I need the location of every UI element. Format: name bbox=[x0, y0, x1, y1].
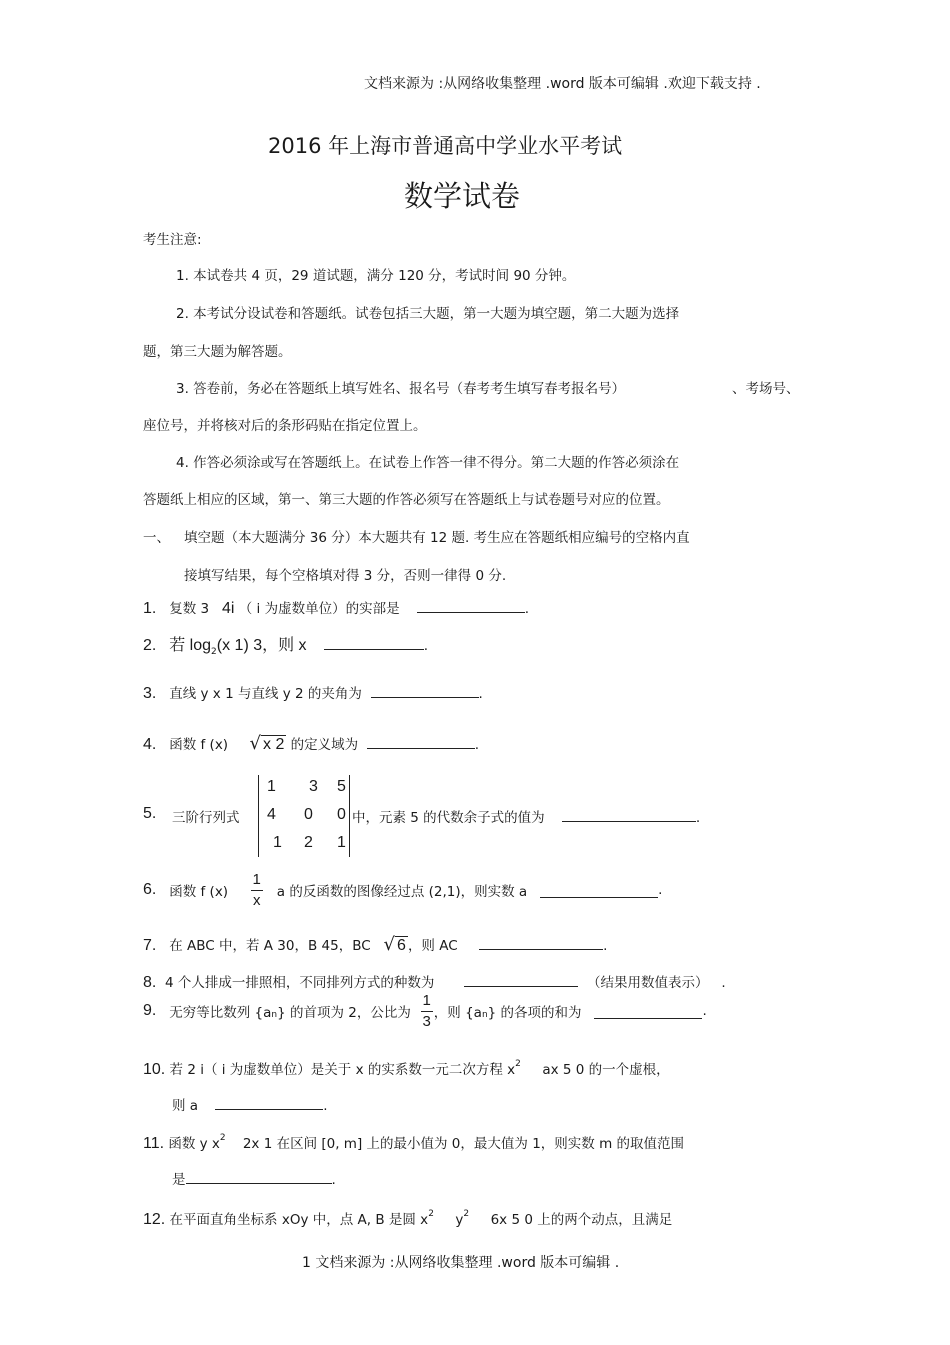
notice-label: 考生注意: bbox=[143, 232, 202, 248]
section-heading-cont: 接填写结果，每个空格填对得 3 分，否则一律得 0 分. bbox=[184, 568, 507, 584]
question-5-tail: 中，元素 5 的代数余子式的值为 . bbox=[352, 806, 700, 826]
question-11: 11. 函数 y $x^2$ 2x 1 在区间 [0, m] 上的最小值为 0，最大值为 1，则实数 m 的取值范围 bbox=[143, 1133, 685, 1152]
answer-blank-4[interactable] bbox=[367, 734, 475, 749]
notice-3-tail: 、考场号、 bbox=[732, 381, 800, 397]
question-8: 8. 4 个人排成一排照相，不同排列方式的种数为 （结果用数值表示） . bbox=[143, 974, 726, 991]
sqrt-sign-icon: √ bbox=[383, 934, 396, 955]
footer-note: 1 文档来源为 :从网络收集整理 .word 版本可编辑 . bbox=[302, 1255, 620, 1271]
sqrt-sign-icon: √ bbox=[249, 733, 262, 754]
question-4: 4. 函数 f (x) √ x 2 的定义域为 . bbox=[143, 733, 480, 754]
question-5-number: 5. bbox=[143, 805, 157, 822]
exam-title: 2016 年上海市普通高中学业水平考试 bbox=[268, 134, 623, 158]
question-10-cont: 则 a . bbox=[172, 1094, 328, 1114]
question-11-cont: 是 . bbox=[172, 1168, 336, 1188]
question-7: 7. 在 ABC 中，若 A 30，B 45，BC √ 6 ，则 AC . bbox=[143, 934, 608, 955]
fraction-1-over-3: $\frac{1}{3}$ bbox=[422, 992, 431, 1030]
notice-3: 3. 答卷前，务必在答题纸上填写姓名、报名号（春考考生填写春考报名号） bbox=[176, 381, 626, 397]
notice-3-cont: 座位号，并将核对后的条形码贴在指定位置上。 bbox=[143, 418, 427, 434]
answer-blank-9[interactable] bbox=[594, 1004, 702, 1019]
section-heading: 填空题（本大题满分 36 分）本大题共有 12 题. 考生应在答题纸相应编号的空格内直 bbox=[184, 530, 690, 546]
answer-blank-11[interactable] bbox=[186, 1169, 332, 1184]
section-number: 一、 bbox=[143, 530, 170, 546]
notice-1: 1. 本试卷共 4 页，29 道试题，满分 120 分，考试时间 90 分钟。 bbox=[176, 268, 576, 284]
answer-blank-6[interactable] bbox=[540, 883, 658, 898]
fraction-1-over-x: $\frac{1}{x}$ bbox=[252, 871, 261, 909]
answer-blank-2[interactable] bbox=[324, 635, 424, 650]
answer-blank-5[interactable] bbox=[562, 807, 696, 822]
question-12: 12. 在平面直角坐标系 xOy 中，点 A, B 是圆 $x^2$ $y^2$ 6x 5 0 上的两个动点，且满足 bbox=[143, 1209, 673, 1228]
notice-4-cont: 答题纸上相应的区域，第一、第三大题的作答必须写在答题纸上与试卷题号对应的位置。 bbox=[143, 492, 670, 508]
question-6: 6. 函数 f (x) $\frac{1}{x}$ a 的反函数的图像经过点 (2,1)，则实数 a . bbox=[143, 871, 663, 909]
paper-title: 数学试卷 bbox=[404, 179, 521, 213]
header-note: 文档来源为 :从网络收集整理 .word 版本可编辑 .欢迎下载支持 . bbox=[364, 76, 761, 92]
question-10: 10. 若 2 i（ i 为虚数单位）是关于 x 的实系数一元二次方程 $x^2$ ax 5 0 的一个虚根， bbox=[143, 1059, 670, 1078]
answer-blank-10[interactable] bbox=[215, 1095, 323, 1110]
question-2: 2. 若 $\log_2(x$ 1) 3，则 x . bbox=[143, 637, 429, 657]
answer-blank-1[interactable] bbox=[417, 598, 525, 613]
notice-2-cont: 题，第三大题为解答题。 bbox=[143, 344, 292, 360]
answer-blank-8[interactable] bbox=[464, 972, 578, 987]
answer-blank-7[interactable] bbox=[479, 935, 603, 950]
notice-4: 4. 作答必须涂或写在答题纸上。在试卷上作答一律不得分。第二大题的作答必须涂在 bbox=[176, 455, 680, 471]
question-9: 9. 无穷等比数列 {a n } 的首项为 2，公比为 $\frac{1}{3}$ ，则 {a n } 的各项的和为 . bbox=[143, 992, 707, 1030]
question-5-text: 三阶行列式 bbox=[172, 810, 240, 826]
answer-blank-3[interactable] bbox=[371, 683, 479, 698]
notice-2: 2. 本考试分设试卷和答题纸。试卷包括三大题，第一大题为填空题，第二大题为选择 bbox=[176, 306, 680, 322]
question-1: 1. 复数 3 4i （ i 为虚数单位）的实部是 . bbox=[143, 600, 530, 617]
determinant: 1 3 5 4 0 0 1 2 1 bbox=[258, 775, 350, 857]
question-3: 3. 直线 y x 1 与直线 y 2 的夹角为 . bbox=[143, 685, 483, 702]
